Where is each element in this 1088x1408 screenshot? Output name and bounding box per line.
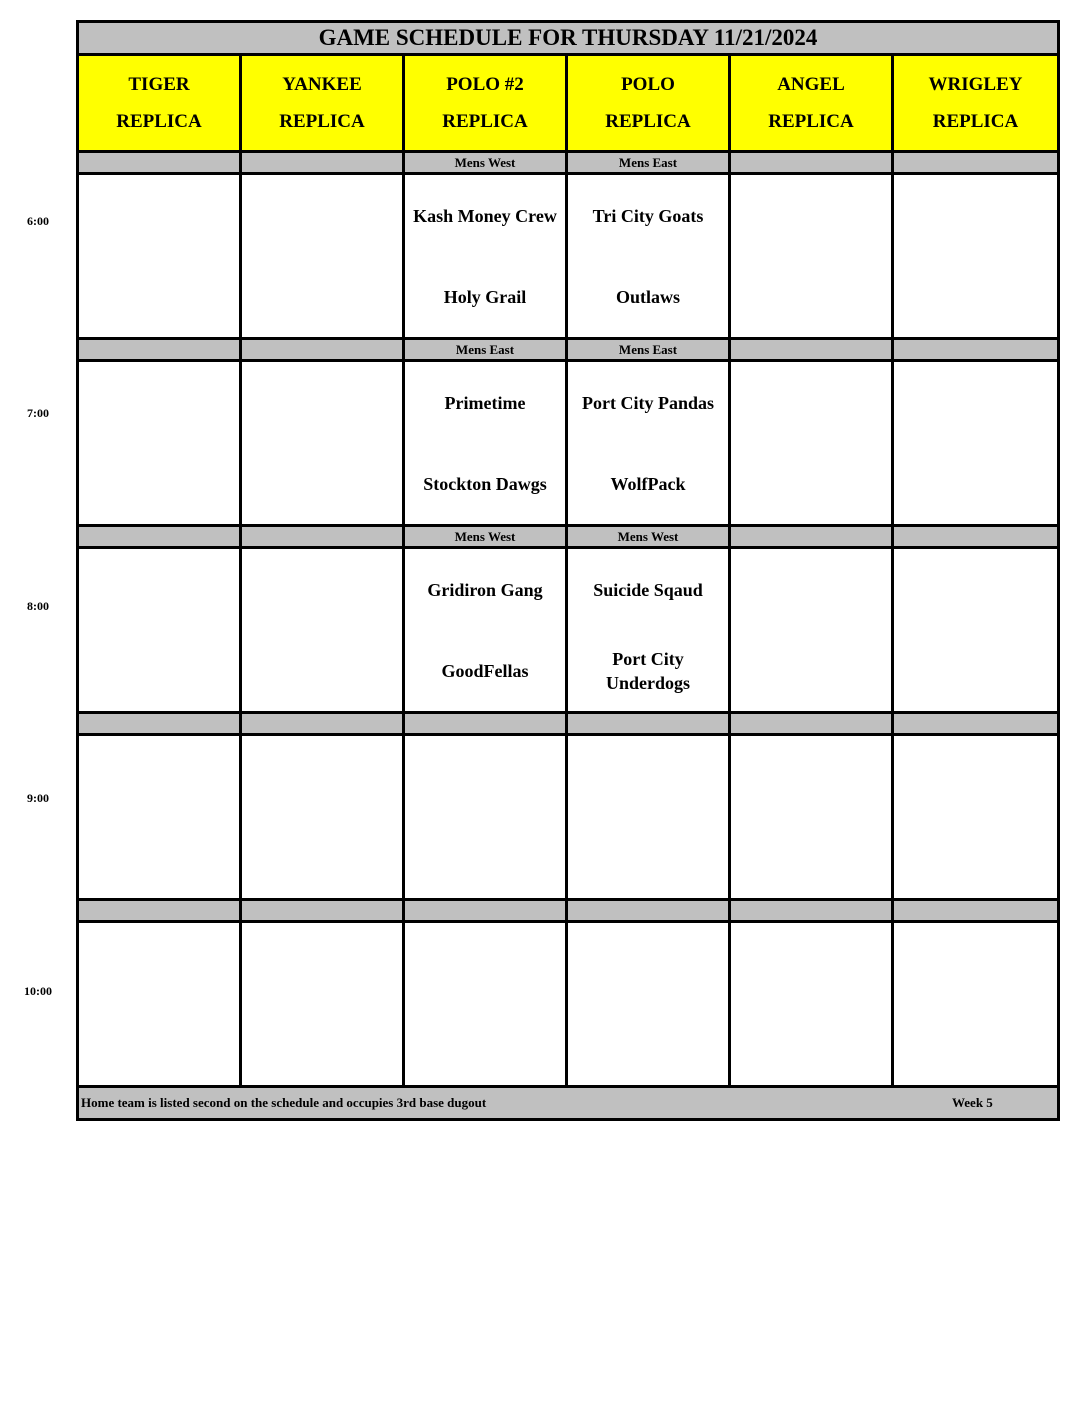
- away-team: [731, 923, 891, 1004]
- division-row: [78, 152, 1059, 174]
- game-row: [78, 922, 1059, 1087]
- field-name: ANGEL: [777, 74, 845, 95]
- game-cell: [241, 361, 404, 526]
- game-cell: [567, 735, 730, 900]
- game-cell: [404, 548, 567, 713]
- home-team: [242, 443, 402, 524]
- division-label: [404, 900, 567, 922]
- game-cell: [730, 174, 893, 339]
- division-label: [241, 152, 404, 174]
- game-cell: [730, 735, 893, 900]
- division-label: [893, 713, 1059, 735]
- away-team: [242, 923, 402, 1004]
- home-team: WolfPack: [610, 473, 686, 494]
- away-team: [242, 175, 402, 256]
- division-row: [78, 900, 1059, 922]
- away-team: [894, 736, 1057, 817]
- division-label: Mens West: [567, 526, 730, 548]
- home-team: [242, 817, 402, 898]
- field-type: REPLICA: [442, 111, 528, 132]
- field-header-wrigley: [893, 55, 1059, 152]
- home-team: [79, 817, 239, 898]
- division-label: [241, 339, 404, 361]
- home-team: [894, 256, 1057, 337]
- field-type: REPLICA: [279, 111, 365, 132]
- away-team: [894, 549, 1057, 630]
- game-row: [78, 548, 1059, 713]
- game-cell: [893, 174, 1059, 339]
- game-cell: [241, 548, 404, 713]
- time-slot-label: 7:00: [27, 406, 49, 420]
- home-team: Outlaws: [615, 286, 680, 307]
- away-team: Gridiron Gang: [427, 579, 543, 600]
- game-cell: [241, 922, 404, 1087]
- division-label: [78, 526, 241, 548]
- home-team: [242, 256, 402, 337]
- field-name: TIGER: [128, 74, 190, 95]
- home-team: [405, 817, 565, 898]
- time-slot-label: 9:00: [27, 791, 49, 805]
- home-team: [894, 630, 1057, 711]
- away-team: [568, 923, 728, 1004]
- home-team: [79, 256, 239, 337]
- division-label: [893, 152, 1059, 174]
- game-cell: [567, 548, 730, 713]
- field-type: REPLICA: [116, 111, 202, 132]
- division-label: [893, 900, 1059, 922]
- home-team: Holy Grail: [443, 286, 527, 307]
- game-cell: [730, 548, 893, 713]
- division-label: [893, 526, 1059, 548]
- division-label: [730, 152, 893, 174]
- game-cell: [893, 735, 1059, 900]
- field-header-tiger: [78, 55, 241, 152]
- game-cell: [893, 361, 1059, 526]
- field-name: YANKEE: [282, 74, 362, 95]
- division-label: [567, 900, 730, 922]
- away-team: [894, 362, 1057, 443]
- home-team: [79, 443, 239, 524]
- home-team: [894, 443, 1057, 524]
- away-team: [242, 362, 402, 443]
- away-team: [731, 175, 891, 256]
- field-type: REPLICA: [605, 111, 691, 132]
- away-team: Primetime: [444, 392, 526, 413]
- division-label: [404, 713, 567, 735]
- time-slot-label: 8:00: [27, 599, 49, 613]
- home-team: [731, 256, 891, 337]
- away-team: [79, 175, 239, 256]
- game-cell: [404, 361, 567, 526]
- away-team: [242, 736, 402, 817]
- home-team: GoodFellas: [441, 660, 529, 681]
- time-slot-label: 10:00: [24, 984, 52, 998]
- division-row: [78, 713, 1059, 735]
- away-team: [731, 362, 891, 443]
- away-team: [79, 736, 239, 817]
- away-team: [79, 549, 239, 630]
- game-cell: [241, 174, 404, 339]
- away-team: [405, 736, 565, 817]
- field-type: REPLICA: [932, 111, 1019, 132]
- home-team: [731, 817, 891, 898]
- game-cell: [241, 735, 404, 900]
- division-label: [241, 526, 404, 548]
- home-team: [242, 630, 402, 711]
- schedule-sheet: [76, 20, 1057, 1121]
- time-slot-label: 6:00: [27, 214, 49, 228]
- schedule-table: [76, 20, 1060, 1121]
- away-team: [894, 175, 1057, 256]
- game-cell: [730, 922, 893, 1087]
- game-cell: [893, 548, 1059, 713]
- game-cell: [404, 735, 567, 900]
- home-team: [405, 1004, 565, 1085]
- division-label: Mens East: [567, 339, 730, 361]
- game-cell: [893, 922, 1059, 1087]
- game-cell: [78, 174, 241, 339]
- away-team: [405, 923, 565, 1004]
- home-team: [79, 1004, 239, 1085]
- game-cell: [78, 922, 241, 1087]
- week-label: Week 5: [952, 1095, 993, 1110]
- division-label: Mens West: [404, 526, 567, 548]
- away-team: [79, 362, 239, 443]
- division-label: [78, 339, 241, 361]
- home-team: [242, 1004, 402, 1085]
- division-label: [241, 900, 404, 922]
- division-label: Mens East: [404, 339, 567, 361]
- game-cell: [404, 174, 567, 339]
- division-label: [78, 713, 241, 735]
- away-team: Suicide Sqaud: [593, 579, 703, 600]
- field-header-polo-2: [404, 55, 567, 152]
- field-header-yankee: [241, 55, 404, 152]
- away-team: [79, 923, 239, 1004]
- game-cell: [567, 361, 730, 526]
- home-team: [79, 630, 239, 711]
- division-label: [730, 900, 893, 922]
- away-team: Tri City Goats: [592, 205, 704, 226]
- division-label: Mens West: [404, 152, 567, 174]
- footer-cell: [78, 1087, 1059, 1120]
- page-title: GAME SCHEDULE FOR THURSDAY 11/21/2024: [78, 22, 1059, 55]
- away-team: [568, 736, 728, 817]
- home-team: [894, 817, 1057, 898]
- game-row: [78, 174, 1059, 339]
- field-type: REPLICA: [768, 111, 854, 132]
- home-team-note: Home team is listed second on the schedule and occupies 3rd base dugout: [81, 1095, 487, 1110]
- field-header-angel: [730, 55, 893, 152]
- game-cell: [567, 922, 730, 1087]
- home-team: [731, 630, 891, 711]
- home-team: Stockton Dawgs: [423, 473, 547, 494]
- field-name: WRIGLEY: [928, 74, 1023, 95]
- home-team: [568, 817, 728, 898]
- home-team: [731, 1004, 891, 1085]
- away-team: Port City Pandas: [582, 392, 714, 413]
- division-label: [78, 900, 241, 922]
- division-label: [78, 152, 241, 174]
- away-team: Kash Money Crew: [413, 205, 557, 226]
- division-label: [730, 713, 893, 735]
- game-cell: [78, 735, 241, 900]
- division-label: [730, 526, 893, 548]
- division-label: [567, 713, 730, 735]
- away-team: [894, 923, 1057, 1004]
- division-row: [78, 526, 1059, 548]
- game-cell: [78, 361, 241, 526]
- footer-row: [78, 1087, 1059, 1120]
- field-name: POLO: [621, 74, 675, 95]
- game-cell: [404, 922, 567, 1087]
- division-label: Mens East: [567, 152, 730, 174]
- game-cell: [730, 361, 893, 526]
- field-name: POLO #2: [446, 74, 524, 95]
- game-row: [78, 361, 1059, 526]
- home-team: Port City Underdogs: [605, 648, 690, 693]
- home-team: [894, 1004, 1057, 1085]
- home-team: [731, 443, 891, 524]
- game-row: [78, 735, 1059, 900]
- field-header-polo: [567, 55, 730, 152]
- field-header-row: [78, 55, 1059, 152]
- away-team: [731, 736, 891, 817]
- game-cell: [78, 548, 241, 713]
- division-label: [730, 339, 893, 361]
- game-cell: [567, 174, 730, 339]
- division-label: [893, 339, 1059, 361]
- home-team: [568, 1004, 728, 1085]
- away-team: [242, 549, 402, 630]
- away-team: [731, 549, 891, 630]
- division-label: [241, 713, 404, 735]
- division-row: [78, 339, 1059, 361]
